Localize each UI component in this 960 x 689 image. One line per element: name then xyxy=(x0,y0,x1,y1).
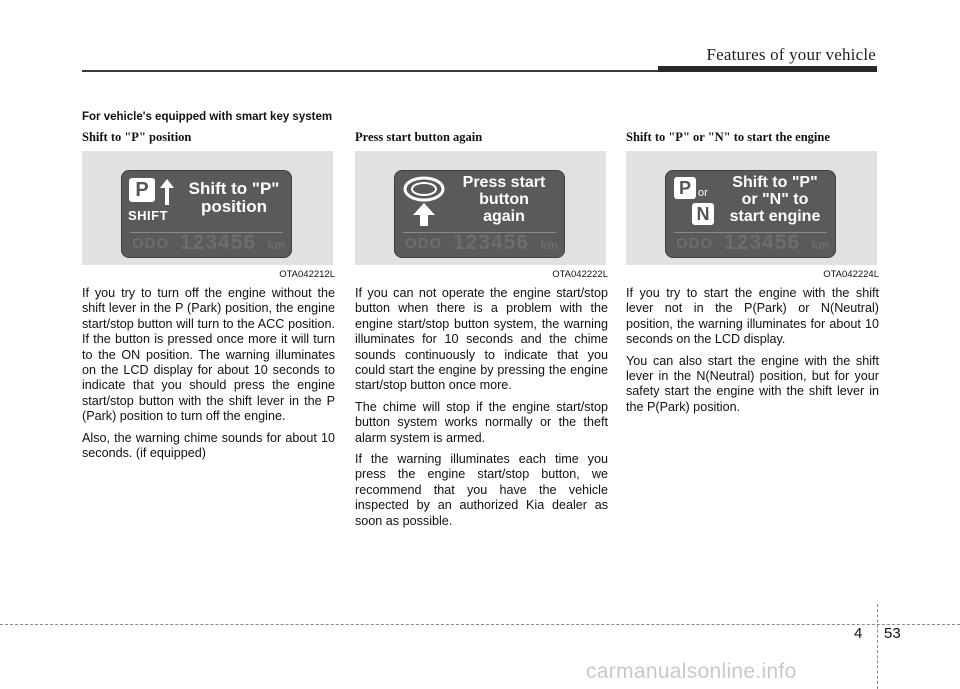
odo-unit: km xyxy=(811,238,829,252)
odo-unit: km xyxy=(540,238,558,252)
p-gear-icon: P xyxy=(674,177,696,199)
column-shift-p-or-n xyxy=(626,130,879,421)
paragraph: The chime will stop if the engine start/stop button system works normally or the theft alarm system is armed. xyxy=(355,399,608,445)
odo-value: 123456 xyxy=(180,231,257,254)
column-heading: Shift to "P" or "N" to start the engine xyxy=(626,130,830,144)
lcd-line: Press start xyxy=(462,174,546,191)
n-gear-icon: N xyxy=(692,203,714,225)
lcd-line: button xyxy=(479,190,529,208)
lcd-message xyxy=(180,180,288,216)
figure-shift-to-p xyxy=(82,151,333,265)
lcd-message xyxy=(447,175,561,225)
lcd-line: Shift to "P" xyxy=(188,179,280,198)
odo-unit: km xyxy=(267,238,285,252)
figure-code: OTA042222L xyxy=(552,269,608,280)
subtitle: For vehicle's equipped with smart key system xyxy=(82,111,333,123)
watermark: carmanualsonline.info xyxy=(586,660,797,683)
footer-rule xyxy=(0,624,960,625)
chapter-number: 4 xyxy=(854,625,863,642)
odo-value: 123456 xyxy=(724,231,801,254)
lcd-display xyxy=(665,170,836,258)
paragraph: If you can not operate the engine start/stop button when there is a problem with the engine start/stop button system, the warning illuminates for 10 seconds and the chime sounds continuously to indicate that you could start the engine by pressing the engine start/stop button once more. xyxy=(355,286,608,393)
or-label: or xyxy=(698,187,708,199)
odo-label: ODO xyxy=(405,235,443,252)
figure-code: OTA042224L xyxy=(823,269,879,280)
lcd-line: position xyxy=(200,196,268,216)
lcd-line: start engine xyxy=(729,207,821,225)
section-title: Features of your vehicle xyxy=(706,45,876,64)
up-arrow-icon xyxy=(160,179,174,205)
lcd-message xyxy=(718,175,832,225)
lcd-display xyxy=(121,170,292,258)
paragraph: Also, the warning chime sounds for about 10 seconds. (if equipped) xyxy=(82,430,335,461)
lcd-line: Shift to "P" xyxy=(732,174,818,191)
page-number: 53 xyxy=(884,625,901,642)
odo-label: ODO xyxy=(676,235,714,252)
paragraph: If the warning illuminates each time you press the engine start/stop button, we recommend that you have the vehicle inspected by an authorized Kia dealer as soon as possible. xyxy=(355,452,608,528)
odo-value: 123456 xyxy=(453,231,530,254)
shift-label: SHIFT xyxy=(128,208,169,223)
push-button-icon xyxy=(401,175,447,227)
lcd-line: or "N" to xyxy=(741,190,809,208)
paragraph: You can also start the engine with the shift lever in the N(Neutral) position, but for your safety start the engine with the shift lever in the P(Park) position. xyxy=(626,353,879,414)
lcd-line: again xyxy=(483,207,525,225)
figure-shift-p-or-n xyxy=(626,151,877,265)
odo-label: ODO xyxy=(132,235,170,252)
lcd-display xyxy=(394,170,565,258)
column-heading: Shift to "P" position xyxy=(82,130,192,144)
figure-code: OTA042212L xyxy=(279,269,335,280)
header-rule xyxy=(82,70,658,72)
column-press-start xyxy=(355,130,608,535)
header-rule-accent xyxy=(658,66,877,72)
paragraph: If you try to turn off the engine without the shift lever in the P (Park) position, the engine start/stop button will turn to the ACC position. If the button is pressed once more it will turn to the ON position. The warning illuminates on the LCD display for about 10 seconds to indicate that you should press the engine start/stop button with the shift lever in the P (Park) position to turn off the engine. xyxy=(82,286,335,424)
column-shift-to-p xyxy=(82,130,335,467)
p-gear-icon: P xyxy=(129,178,155,202)
figure-press-start xyxy=(355,151,606,265)
paragraph: If you try to start the engine with the shift lever not in the P(Park) or N(Neutral) position, the warning illuminates for about 10 seconds on the LCD display. xyxy=(626,286,879,347)
footer-divider xyxy=(877,604,878,689)
column-heading: Press start button again xyxy=(355,130,483,144)
